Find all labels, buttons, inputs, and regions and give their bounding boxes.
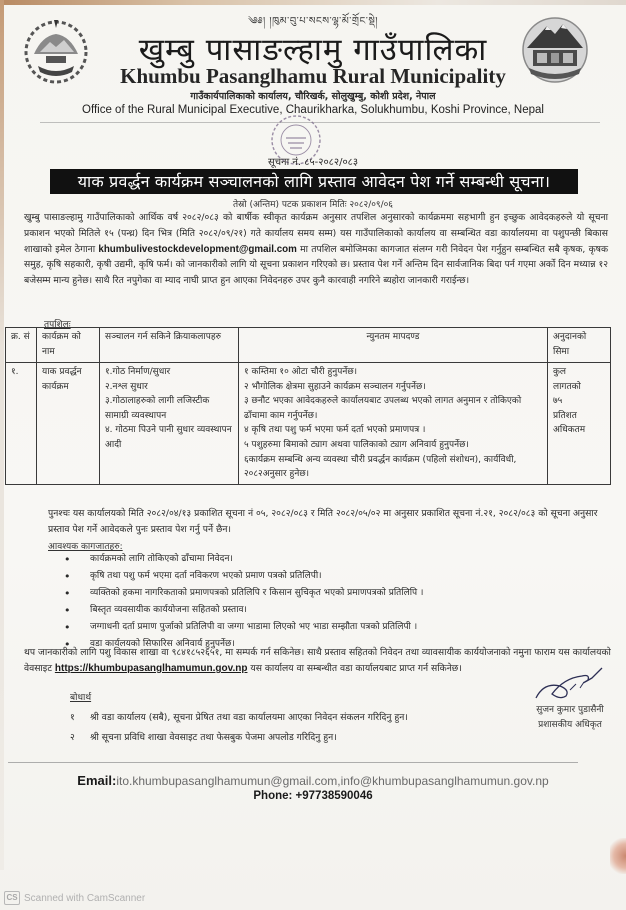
activity-item: २.नश्ल सुधार	[105, 381, 148, 392]
footer-phone: Phone: +97738590046	[253, 790, 373, 802]
signature-icon	[530, 664, 610, 704]
signatory-title: प्रशासकीय अधिकृत	[538, 720, 602, 730]
cell-criteria	[239, 363, 548, 485]
website-link[interactable]: https://khumbupasanglhamumun.gov.np	[54, 663, 248, 674]
list-item: • व्यक्तिको हकमा नागरिकताको प्रमाणपत्रको प्रतिलिपि र किसान सुचिकृत भएको प्रमाणपत्रको प्रतिलिपि ।	[52, 585, 423, 602]
footer-email-addresses[interactable]: ito.khumbupasanglhamumun@gmail.com,info@khumbupasanglhamumun.gov.np	[116, 774, 549, 788]
table-header-row	[6, 328, 611, 363]
scan-edge	[610, 838, 626, 874]
list-item: • कृषि तथा पशु फर्म भएमा दर्ता नविकरण भएको प्रमाण पत्रको प्रतिलिपी।	[52, 568, 423, 585]
signatory-name: सुजन कुमार पुडासैनी	[536, 705, 604, 715]
camscanner-watermark	[4, 891, 145, 905]
criteria-item: ५ पशुहरुमा बिमाको ट्याग अथवा पालिकाको ट्याग अनिवार्य हुनुपर्नेछ।	[244, 439, 469, 450]
cell-grant-limit: कुल लागतको ७५ प्रतिशत अधिकतम	[548, 363, 611, 485]
cell-program-name: याक प्रवर्द्धन कार्यक्रम	[37, 363, 100, 485]
criteria-item: ३ छनौट भएका आवेदकहरुले कार्यालयबाट उपलब्ध भएको लागत अनुमान र तोकिएको ढाँचामा काम गर्नुपर्नेछ।	[244, 396, 522, 421]
livestock-email-link[interactable]: khumbulivestockdevelopment@gmail.com	[98, 243, 297, 255]
activity-item: ४. गोठमा पिउने पानी सुधार व्यवस्थापन आदी	[105, 425, 232, 450]
list-item: • कार्यक्रमको लागि तोकिएको ढाँचामा निवेदन।	[52, 551, 423, 568]
notice-title-banner: याक प्रवर्द्धन कार्यक्रम सञ्चालनको लागि प्रस्ताव आवेदन पेश गर्ने सम्बन्धी सूचना।	[50, 169, 578, 194]
header-activities: सञ्चालन गर्न सकिने क्रियाकलापहरु	[100, 328, 239, 363]
scan-edge	[0, 0, 626, 5]
required-documents-heading: आवश्यक कागजातहरु:	[48, 542, 123, 552]
publication-date: तेस्रो (अन्तिम) पटक प्रकाशन मितिः २०८२/०९/०६	[233, 200, 393, 210]
header-program-name: कार्यक्रम को नाम	[37, 328, 100, 363]
scan-edge	[0, 0, 4, 870]
notice-body: खुम्बु पासाङल्हामु गाउँपालिकाको आर्थिक वर्ष २०८२/०८३ को बार्षीक स्वीकृत कार्यक्रम अनुसार तपशिल अनुसारको कार्यक्रममा सहभागी हुन इच्छुक आवेदकहरुले यो सूचना प्रकाशन भएको मितिले १५ (पन्ध्र) दिन भित्र (मिति २०८२/०९/२१) गते कार्यालय समय सम्म) यस गाउँपालिकाको कार्यालय वा सम्बन्धित वडा कार्यालयमा वा पशुपन्छी बिकास शाखाको इमेल ठेगाना khumbulivestockdevelopment@gmail.com मा तपशिल बमोजिमका कागजात संलग्न गरी निवेदन पेश गर्नुहुन सम्बन्धित सबै कृषक, कृषक समुह, कृषि सहकारी, कृषी उद्यमी, कृषि फर्म। को जानकारीको लागि यो सूचना प्रकाशन गरिएको छ। प्रस्ताव पेश गर्ने अन्तिम दिन सार्वजानिक बिदा पर्न गएमा अर्को दिन मध्यान्न १२ बजेसम्म मान्य हुनेछ। साथै रित नपुगेका वा म्याद नाघी प्राप्त हुन आएका निवेदनहरु उपर कुनै कारवाही नगरिने ब्यहोरा जानकारी गराईन्छ।	[24, 212, 608, 287]
footer-email: Email:ito.khumbupasanglhamumun@gmail.com,info@khumbupasanglhamumun.gov.np	[77, 773, 549, 788]
header-grant-limit: अनुदानको सिमा	[548, 328, 611, 363]
program-details-table	[5, 327, 611, 485]
list-item: • बिस्तृत व्यवसायीक कार्ययोजना सहितको प्रस्ताव।	[52, 602, 423, 619]
municipality-title-nepali: खुम्बु पासाङल्हामु गाउँपालिका	[138, 32, 488, 68]
office-address-english: Office of the Rural Municipal Executive, Chaurikharka, Solukhumbu, Koshi Province, Nepal	[82, 104, 544, 116]
criteria-item: ४ कृषि तथा पशु फर्म भएमा फर्म दर्ता भएको प्रमाणपत्र ।	[244, 425, 426, 436]
list-item: • जग्गाधनी दर्ता प्रमाण पुर्जाको प्रतिलिपी वा जग्गा भाडामा लिएको भए भाडा सम्झौता पत्रको प्रतिलिपी ।	[52, 619, 423, 636]
header-serial: क्र. सं	[6, 328, 37, 363]
addendum-text: पुनश्चः यस कार्यालयको मिति २०८२/०४/१३ प्रकाशित सूचना नं ०५, २०८२/०८३ र मिति २०८२/०५/०२ मा अनुसार प्रकाशित सूचना नं.२१, २०८२/०८३ को सूचना अनुसार प्रस्ताव पेश गर्ने आवेदकले पुनः प्रस्ताव पेश गर्नु पर्ने छैन।	[48, 508, 598, 535]
camscanner-label: Scanned with CamScanner	[24, 892, 146, 904]
office-address-nepali: गाउँकार्यपालिकाको कार्यालय, चौरिखर्क, सोलुखुम्बु, कोशी प्रदेश, नेपाल	[190, 91, 436, 102]
cc-heading: बोधार्थ	[70, 693, 92, 703]
camscanner-icon: CS	[4, 891, 20, 905]
criteria-item: २ भौगोलिक क्षेत्रमा सुहाउने कार्यक्रम सञ्चालन गर्नुपर्नेछ।	[244, 381, 426, 392]
cell-activities	[100, 363, 239, 485]
details-caption: तपशिलः	[44, 320, 71, 330]
activity-item: ३.गोठालाहरुको लागी लजिस्टीक सामाग्री व्यवस्थापन	[105, 396, 210, 421]
contact-info-text: थप जानकारीको लागि पशु विकास शाखा वा ९८४१८५२६५१, मा सम्पर्क गर्न सकिनेछ। साथै प्रस्ताव सहितको निवेदन तथा व्यावसायीक कार्ययोजनाको नमुना फाराम यस कार्यालयको वेवसाइट https://khumbupasanglhamumun.gov.np यस कार्यालय वा सम्बन्धीत वडा कार्यालयबाट प्राप्त गर्न सकिनेछ।	[24, 647, 611, 674]
cc-item: १ श्री वडा कार्यालय (सबै), सूचना प्रेषित तथा वडा कार्यालयमा आएका निवेदन संकलन गरिदिनु हुन।	[70, 712, 408, 723]
tibetan-heading: ༄༅། །ཁུམ་བུ་པ་སངས་ལྷ་མོ་གྲོང་སྡེ།	[248, 16, 378, 27]
municipality-title-english: Khumbu Pasanglhamu Rural Municipality	[120, 64, 506, 88]
required-documents-list	[52, 551, 423, 653]
list-item: • वडा कार्यलयको सिफारिस अनिवार्य हुनुपर्नेछ।	[52, 636, 423, 653]
footer-divider	[8, 762, 578, 763]
cell-serial: १.	[6, 363, 37, 485]
header-minimum-criteria: न्युनतम मापदण्ड	[239, 328, 548, 363]
activity-item: १.गोठ निर्माण/सुधार	[105, 367, 171, 377]
notice-number: सूचना नं. ८५-२०८२/०८३	[267, 157, 359, 168]
criteria-item: ६कार्यक्रम सम्बन्धि अन्य व्यवस्था चौरी प्रवर्द्धन कार्यक्रम (पहिलो संशोधन), कार्यविधी, २०८२अनुसार हुनेछ।	[244, 454, 517, 480]
table-row	[6, 363, 611, 485]
criteria-item: १ कम्तिमा १० ओटा चौरी हुनुपर्नेछ।	[244, 367, 358, 377]
cc-item: २ श्री सूचना प्रविधि शाखा वेवसाइट तथा फेसबुक पेजमा अपलोड गरिदिनु हुन।	[70, 732, 337, 743]
